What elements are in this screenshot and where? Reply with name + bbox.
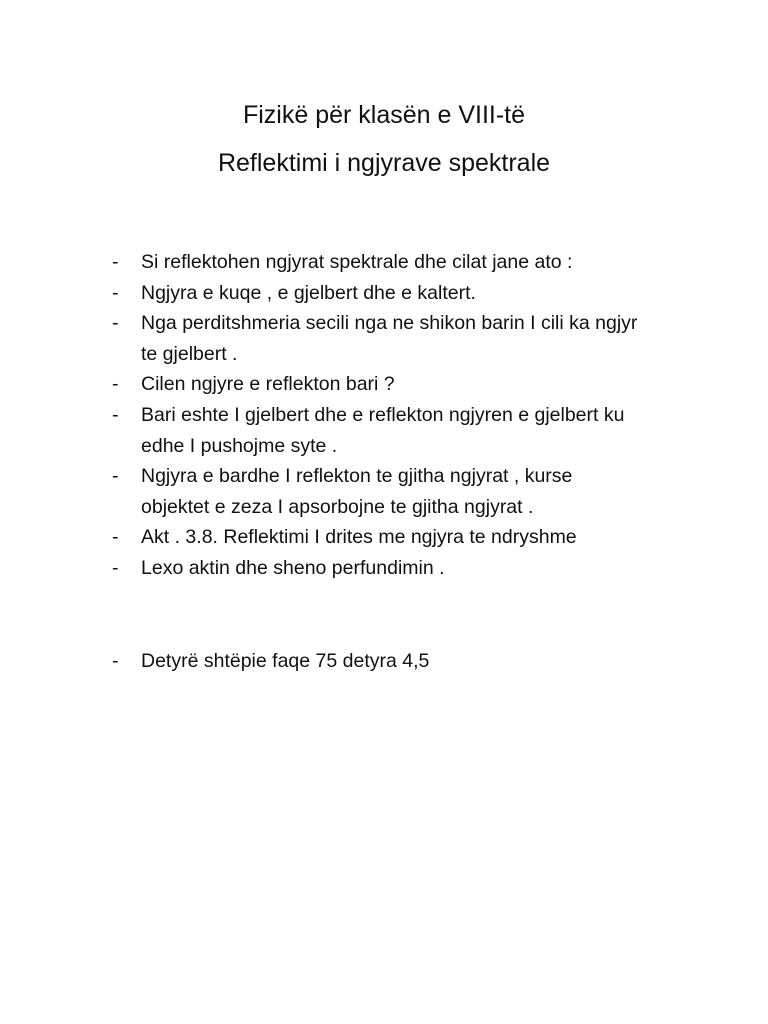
list-item-text: Akt . 3.8. Reflektimi I drites me ngjyra te ndryshme (141, 526, 577, 549)
list-spacer (112, 584, 712, 646)
list-item-text: Si reflektohen ngjyrat spektrale dhe cilat jane ato : (141, 251, 573, 273)
page-subtitle: Reflektimi i ngjyrave spektrale (217, 149, 551, 177)
bullet-list (112, 247, 712, 676)
list-item (112, 553, 712, 584)
bullet-dash: - (112, 465, 119, 488)
bullet-dash: - (112, 312, 119, 335)
list-item-text: Ngjyra e bardhe I reflekton te gjitha ngjyrat , kurse (141, 465, 573, 488)
list-item-text-continued: te gjelbert . (141, 342, 238, 365)
bullet-dash: - (112, 251, 119, 273)
list-item-text-continued: edhe I pushojme syte . (141, 434, 338, 457)
list-item (112, 369, 712, 400)
bullet-dash: - (112, 556, 119, 579)
bullet-dash: - (112, 373, 119, 396)
list-item-text: Cilen ngjyre e reflekton bari ? (141, 373, 395, 396)
list-item-text: Lexo aktin dhe sheno perfundimin . (141, 556, 445, 579)
page-title: Fizikë për klasën e VIII-të (242, 101, 526, 129)
list-item-text-continued: objektet e zeza I apsorbojne te gjitha ngjyrat . (141, 495, 534, 518)
bullet-dash: - (112, 649, 119, 672)
list-item-text: Bari eshte I gjelbert dhe e reflekton ngjyren e gjelbert ku (141, 403, 625, 426)
bullet-dash: - (112, 526, 119, 549)
list-item (112, 461, 712, 522)
homework-item (112, 646, 712, 677)
list-item-text: Nga perditshmeria secili nga ne shikon barin I cili ka ngjyr (141, 312, 638, 335)
list-item (112, 247, 712, 278)
list-item-text: Ngjyra e kuqe , e gjelbert dhe e kaltert. (141, 281, 476, 304)
list-item (112, 308, 712, 369)
list-item (112, 522, 712, 553)
homework-text: Detyrë shtëpie faqe 75 detyra 4,5 (141, 649, 430, 672)
bullet-dash: - (112, 281, 119, 304)
list-item (112, 400, 712, 461)
list-item (112, 278, 712, 309)
bullet-dash: - (112, 403, 119, 426)
